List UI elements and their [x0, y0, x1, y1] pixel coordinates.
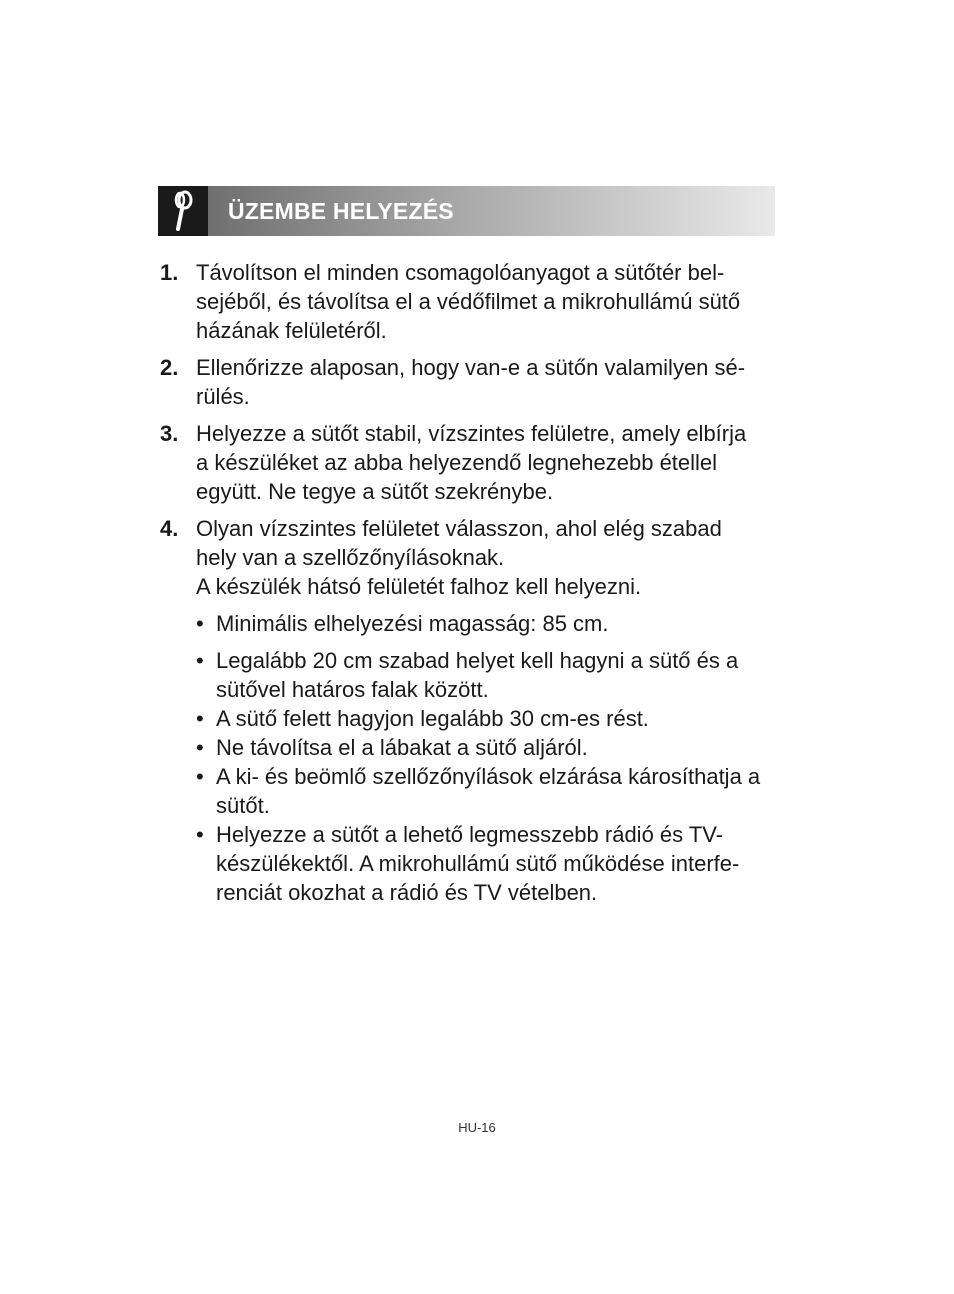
bullet-item [196, 646, 773, 704]
item-text-line: házának felületéről. [196, 318, 387, 343]
header-icon-box [158, 186, 208, 236]
bullet-marker: • [196, 648, 204, 673]
item-text-line: Helyezze a sütőt stabil, vízszintes felületre, amely elbírja [196, 421, 747, 446]
bullet-item [196, 820, 773, 907]
bullet-marker: • [196, 764, 204, 789]
item-number: 3. [160, 421, 179, 446]
bullet-text-line: sütőt. [216, 793, 270, 818]
bullet-item [196, 733, 773, 762]
item-text-line: a készüléket az abba helyezendő legnehezebb étellel [196, 450, 718, 475]
bullet-text-line: A ki- és beömlő szellőzőnyílások elzárása károsíthatja a [216, 764, 761, 789]
spoon-icon [168, 189, 198, 233]
bullet-text-line: A sütő felett hagyjon legalább 30 cm-es rést. [216, 706, 649, 731]
bullet-marker: • [196, 706, 204, 731]
bullet-text-line: renciát okozhat a rádió és TV vételben. [216, 880, 598, 905]
item-text-line: együtt. Ne tegye a sütőt szekrénybe. [196, 479, 554, 504]
bullet-text-line: Legalább 20 cm szabad helyet kell hagyni a sütő és a [216, 648, 739, 673]
bullet-item [196, 704, 773, 733]
bullet-marker: • [196, 822, 204, 847]
bullet-text-line: Minimális elhelyezési magasság: 85 cm. [216, 611, 609, 636]
item-text-line: Távolítson el minden csomagolóanyagot a sütőtér bel- [196, 260, 725, 285]
item-number: 1. [160, 260, 179, 285]
section-header [158, 186, 775, 236]
list-item-2 [160, 353, 773, 411]
item-text-line: rülés. [196, 384, 250, 409]
list-item-4 [160, 514, 773, 907]
page-number: HU-16 [458, 1120, 496, 1135]
item-number: 2. [160, 355, 179, 380]
bullet-item [196, 762, 773, 820]
item-text-line: A készülék hátsó felületét falhoz kell helyezni. [196, 574, 642, 599]
item-text-line: sejéből, és távolítsa el a védőfilmet a mikrohullámú sütő [196, 289, 741, 314]
instructions [160, 258, 773, 915]
item-text-line: Olyan vízszintes felületet válasszon, ahol elég szabad [196, 516, 722, 541]
bullet-marker: • [196, 611, 204, 636]
item-text-line: hely van a szellőzőnyílásoknak. [196, 545, 505, 570]
bullet-marker: • [196, 735, 204, 760]
page-title: ÜZEMBE HELYEZÉS [228, 197, 454, 224]
bullet-text-line: készülékektől. A mikrohullámú sütő működése interfe- [216, 851, 740, 876]
item-number: 4. [160, 516, 179, 541]
item-text-line: Ellenőrizze alaposan, hogy van-e a sütőn valamilyen sé- [196, 355, 746, 380]
header-title-box [208, 186, 775, 236]
list-item-1 [160, 258, 773, 345]
bullet-text-line: Ne távolítsa el a lábakat a sütő aljáról. [216, 735, 588, 760]
bullet-item [196, 609, 773, 638]
bullet-text-line: Helyezze a sütőt a lehető legmesszebb rádió és TV- [216, 822, 724, 847]
list-item-3 [160, 419, 773, 506]
bullet-text-line: sütővel határos falak között. [216, 677, 489, 702]
bullet-list [196, 609, 773, 907]
